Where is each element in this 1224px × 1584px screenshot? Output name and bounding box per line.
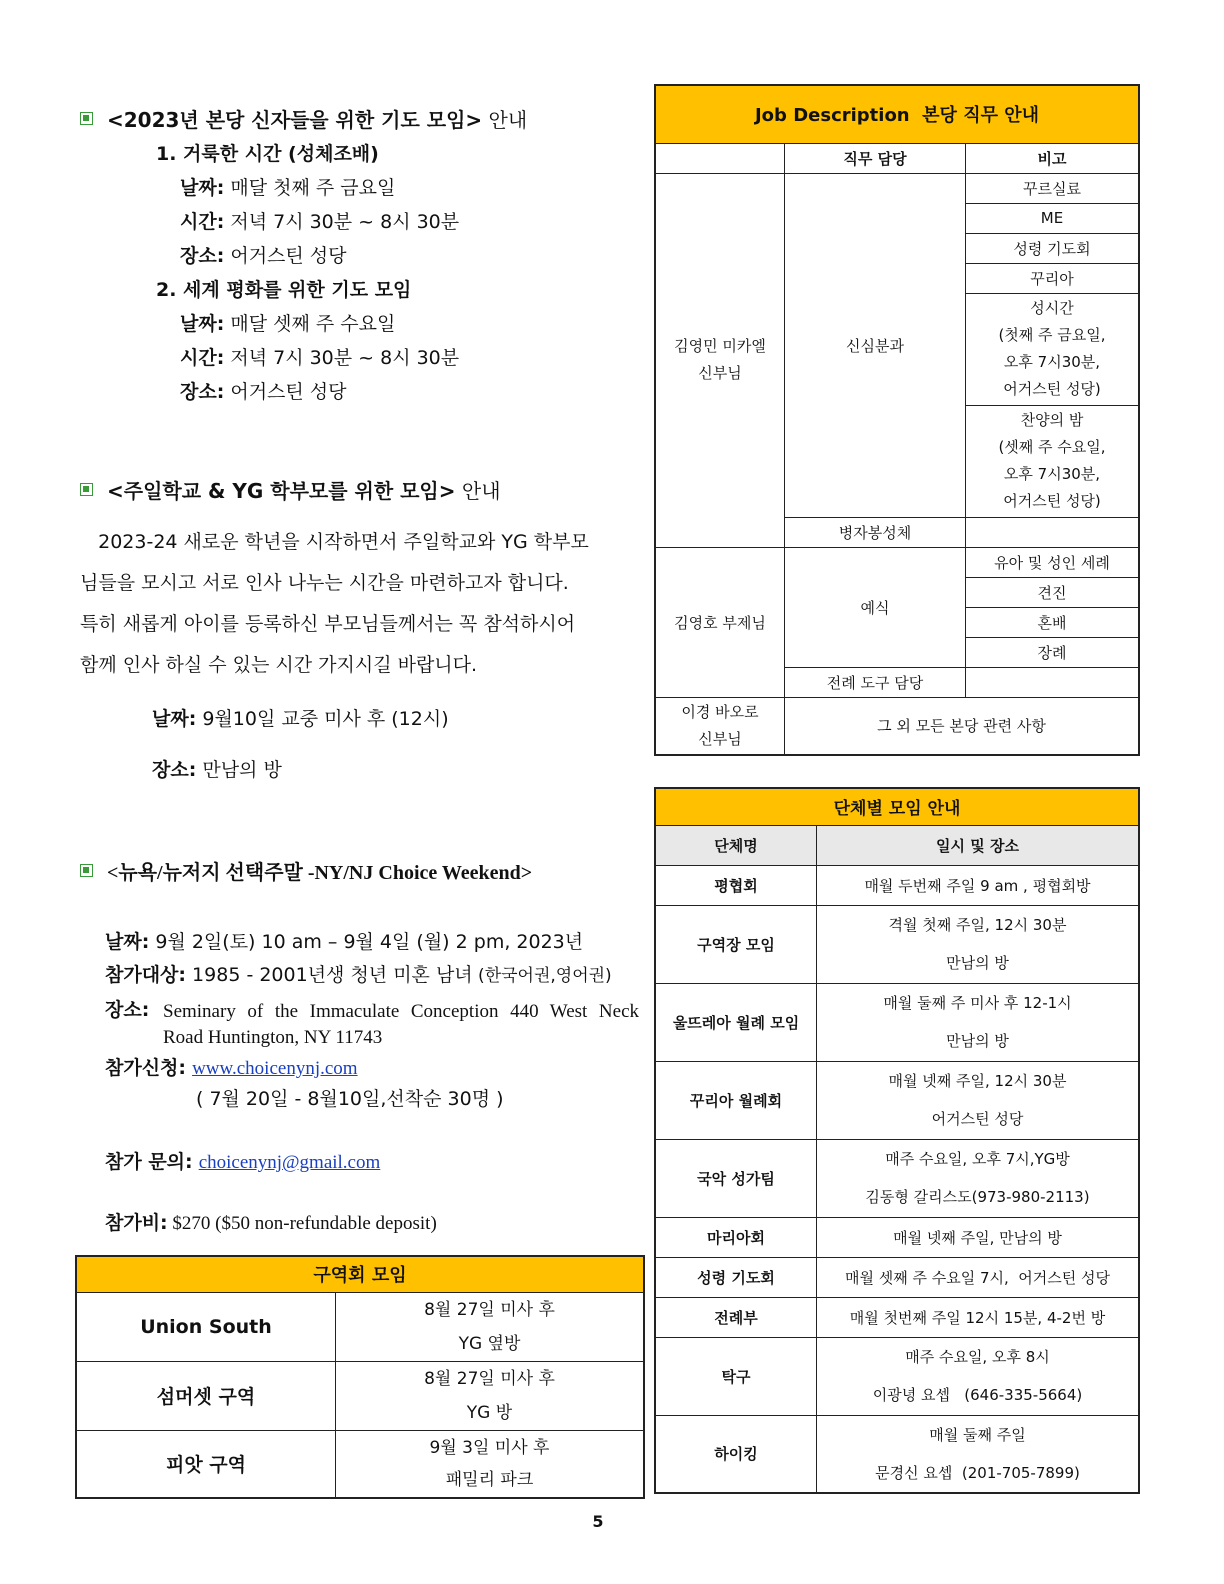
choice-inquiry-link[interactable]: choicenynj@gmail.com (198, 1152, 381, 1173)
choice-place-label: 장소: (105, 999, 150, 1021)
group-info: 매주 수요일, 오후 7시,YG방 김동형 갈리스도(973-980-2113) (817, 1139, 1140, 1217)
group-info: 격월 첫째 주일, 12시 30분 만남의 방 (817, 905, 1140, 983)
job-note: 꾸르실료 (966, 173, 1140, 203)
district-info: 9월 3일 미사 후 패밀리 파크 (336, 1430, 645, 1498)
district-name: 섬머셋 구역 (76, 1361, 336, 1430)
checkbox-bullet-icon (80, 112, 93, 125)
job-duty-all-other: 그 외 모든 본당 관련 사항 (785, 697, 1140, 755)
group-info: 매월 넷째 주일, 만남의 방 (817, 1217, 1140, 1257)
section2-title-suffix: 안내 (455, 479, 501, 503)
job-note-empty (966, 517, 1140, 547)
job-note: 유아 및 성인 세례 (966, 547, 1140, 577)
choice-fee: 참가비: $270 ($50 non-refundable deposit) (105, 1212, 437, 1234)
group-meeting-table (654, 787, 1140, 1494)
group-name: 국악 성가팀 (655, 1139, 817, 1217)
district-table-title: 구역회 모임 (76, 1256, 644, 1292)
job-note: 꾸리아 (966, 263, 1140, 293)
district-name: Union South (76, 1292, 336, 1361)
section2-date: 날짜: 9월10일 교중 미사 후 (12시) (152, 708, 449, 730)
district-info: 8월 27일 미사 후 YG 옆방 (336, 1292, 645, 1361)
item2-date: 날짜: 매달 셋째 주 수요일 (180, 313, 396, 335)
section1-heading (80, 104, 527, 133)
job-note-empty (966, 667, 1140, 697)
job-duty-sick-communion: 병자봉성체 (785, 517, 966, 547)
job-person-3: 이경 바오로 신부님 (655, 697, 785, 755)
group-name: 마리아회 (655, 1217, 817, 1257)
section3-title: <뉴욕/뉴저지 선택주말 -NY/NJ Choice Weekend> (107, 862, 533, 884)
group-info: 매월 두번째 주일 9 am , 평협회방 (817, 865, 1140, 905)
choice-target: 참가대상: 1985 - 2001년생 청년 미혼 남녀 (한국어권,영어권) (105, 964, 612, 986)
group-info: 매월 둘째 주 미사 후 12-1시 만남의 방 (817, 983, 1140, 1061)
choice-date: 날짜: 9월 2일(토) 10 am – 9월 4일 (월) 2 pm, 2023년 (105, 931, 584, 953)
job-header-empty (655, 143, 785, 173)
item1-place: 장소: 어거스틴 성당 (180, 245, 347, 267)
job-note: 장례 (966, 637, 1140, 667)
group-name: 평협회 (655, 865, 817, 905)
job-note: 혼배 (966, 607, 1140, 637)
section1-title-suffix: 안내 (482, 108, 528, 132)
group-name: 울뜨레아 월례 모임 (655, 983, 817, 1061)
job-note: 성령 기도회 (966, 233, 1140, 263)
job-person-2: 김영호 부제님 (655, 547, 785, 697)
group-name: 전례부 (655, 1297, 817, 1337)
choice-apply-note: ( 7월 20일 - 8월10일,선착순 30명 ) (196, 1088, 504, 1110)
item2-time: 시간: 저녁 7시 30분 ~ 8시 30분 (180, 347, 460, 369)
district-info: 8월 27일 미사 후 YG 방 (336, 1361, 645, 1430)
group-name: 성령 기도회 (655, 1257, 817, 1297)
section3-heading (80, 856, 532, 885)
choice-place-line1: Seminary of the Immaculate Conception 440 West Neck (163, 1001, 639, 1022)
job-header-notes: 비고 (966, 143, 1140, 173)
job-duty-liturgy-tools: 전례 도구 담당 (785, 667, 966, 697)
checkbox-bullet-icon (80, 483, 93, 496)
job-note: ME (966, 203, 1140, 233)
group-info: 매월 둘째 주일 문경신 요셉 (201-705-7899) (817, 1415, 1140, 1493)
page-number: 5 (592, 1512, 604, 1531)
section1-body (156, 137, 459, 409)
job-person-1: 김영민 미카엘 신부님 (655, 173, 785, 547)
group-name: 탁구 (655, 1337, 817, 1415)
section2-place: 장소: 만남의 방 (152, 759, 282, 781)
job-duty-rites: 예식 (785, 547, 966, 667)
group-name: 하이킹 (655, 1415, 817, 1493)
group-info: 매주 수요일, 오후 8시 이광녕 요셉 (646-335-5664) (817, 1337, 1140, 1415)
job-note-praise-night: 찬양의 밤 (셋째 주 수요일, 오후 7시30분, 어거스틴 성당) (966, 405, 1140, 517)
item1-title: 1. 거룩한 시간 (성체조배) (156, 143, 379, 165)
group-info: 매월 첫번째 주일 12시 15분, 4-2번 방 (817, 1297, 1140, 1337)
job-header-duty: 직무 담당 (785, 143, 966, 173)
section2-heading (80, 475, 501, 504)
group-header-name: 단체명 (655, 825, 817, 865)
choice-apply: 참가신청: www.choicenynj.com (105, 1057, 358, 1079)
choice-inquiry: 참가 문의: choicenynj@gmail.com (105, 1151, 381, 1173)
group-name: 구역장 모임 (655, 905, 817, 983)
job-note-holy-hour: 성시간 (첫째 주 금요일, 오후 7시30분, 어거스틴 성당) (966, 293, 1140, 405)
group-info: 매월 넷째 주일, 12시 30분 어거스틴 성당 (817, 1061, 1140, 1139)
job-note: 견진 (966, 577, 1140, 607)
choice-place-line2: Road Huntington, NY 11743 (163, 1027, 383, 1048)
item2-place: 장소: 어거스틴 성당 (180, 381, 347, 403)
job-description-table (654, 84, 1140, 756)
section2-title: <주일학교 & YG 학부모를 위한 모임> (107, 479, 456, 503)
group-name: 꾸리아 월례회 (655, 1061, 817, 1139)
group-table-title: 단체별 모임 안내 (655, 788, 1139, 825)
district-name: 피앗 구역 (76, 1430, 336, 1498)
section2-paragraph: 2023-24 새로운 학년을 시작하면서 주일학교와 YG 학부모 님들을 모시고 서로 인사 나누는 시간을 마련하고자 합니다. 특히 새롭게 아이를 등록하신 부모님들께서는 꼭 참석하시어 함께 인사 하실 수 있는 시간 가지시길 바랍니다. (80, 531, 589, 676)
item1-date: 날짜: 매달 첫째 주 금요일 (180, 177, 396, 199)
district-meeting-table (75, 1255, 645, 1499)
group-header-info: 일시 및 장소 (817, 825, 1140, 865)
group-info: 매월 셋째 주 수요일 7시, 어거스틴 성당 (817, 1257, 1140, 1297)
job-table-title: Job Description 본당 직무 안내 (655, 85, 1139, 143)
job-duty-devotion: 신심분과 (785, 173, 966, 517)
choice-apply-link[interactable]: www.choicenynj.com (192, 1058, 358, 1079)
item1-time: 시간: 저녁 7시 30분 ~ 8시 30분 (180, 211, 460, 233)
section1-title: <2023년 본당 신자들을 위한 기도 모임> (107, 108, 483, 132)
item2-title: 2. 세계 평화를 위한 기도 모임 (156, 279, 412, 301)
checkbox-bullet-icon (80, 864, 93, 877)
